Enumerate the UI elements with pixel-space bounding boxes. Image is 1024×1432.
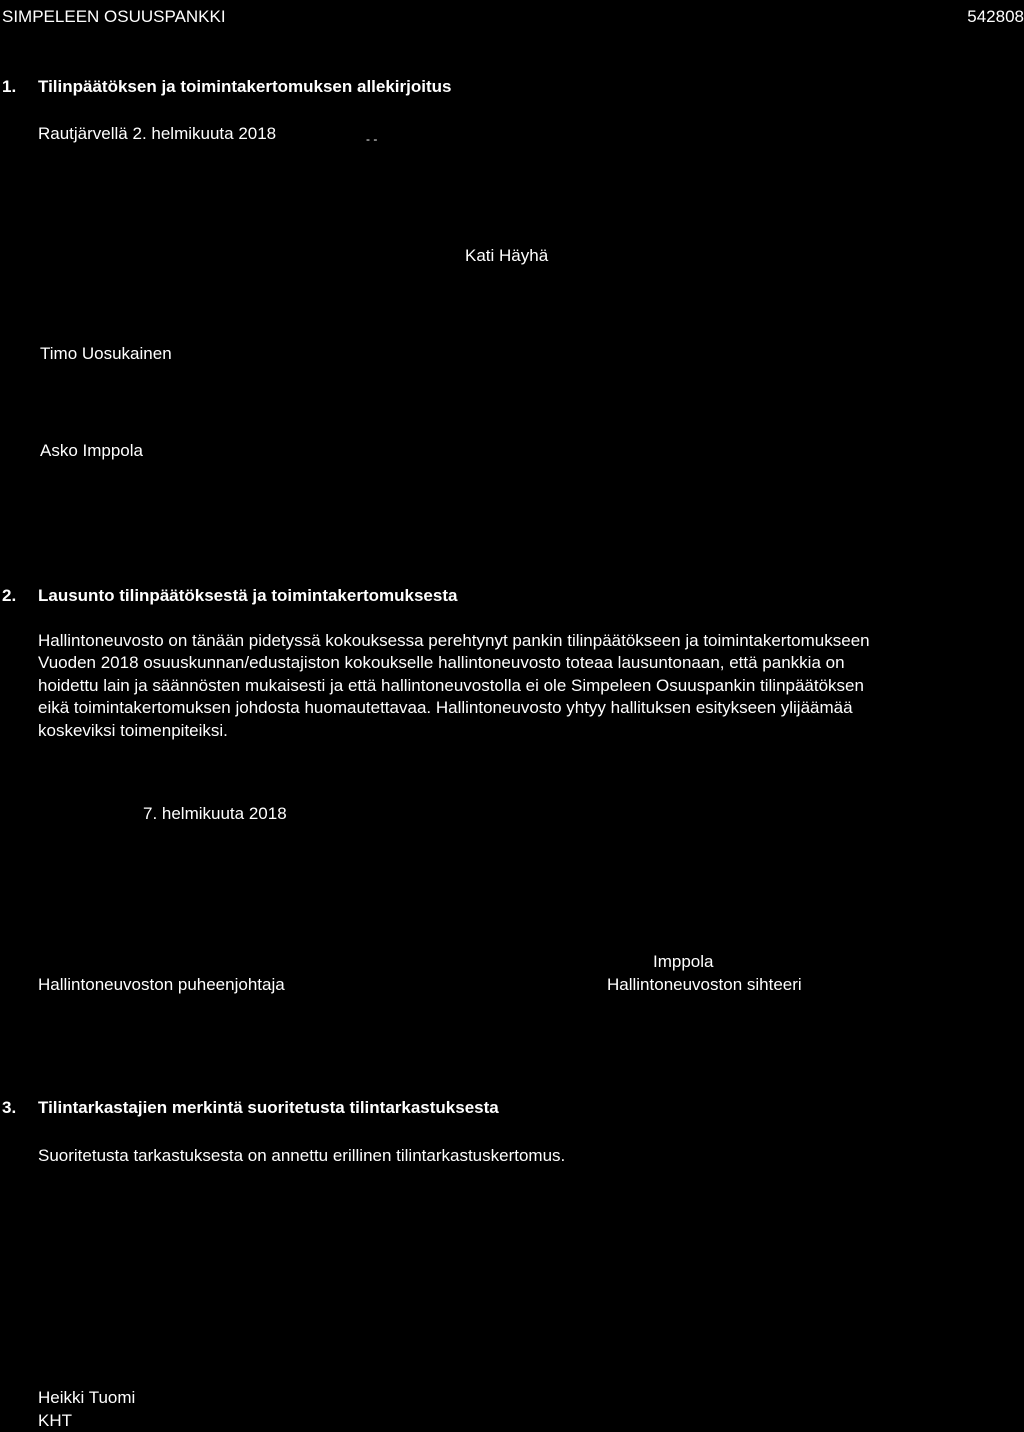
paragraph-line: hoidettu lain ja säännösten mukaisesti ja että hallintoneuvostolla ei ole Simpeleen Osuuspankin tilinpäätöksen bbox=[38, 675, 864, 695]
signatory-name: Timo Uosukainen bbox=[40, 344, 172, 363]
auditor-name: Heikki Tuomi bbox=[38, 1388, 136, 1407]
document-number: 542808 bbox=[967, 7, 1024, 26]
auditor-title: KHT bbox=[38, 1411, 72, 1430]
section-1-number: 1. bbox=[2, 77, 17, 96]
section-2-paragraph bbox=[38, 630, 998, 742]
section-3-text: Suoritetusta tarkastuksesta on annettu erillinen tilintarkastuskertomus. bbox=[38, 1146, 566, 1165]
section-2-title: Lausunto tilinpäätöksestä ja toimintakertomuksesta bbox=[38, 586, 458, 605]
section-2-number: 2. bbox=[2, 586, 17, 605]
section-3-number: 3. bbox=[2, 1098, 17, 1117]
bank-name: SIMPELEEN OSUUSPANKKI bbox=[2, 7, 226, 26]
section-2-date: 7. helmikuuta 2018 bbox=[143, 804, 287, 823]
chair-title: Hallintoneuvoston puheenjohtaja bbox=[38, 975, 285, 994]
paragraph-line: Hallintoneuvosto on tänään pidetyssä kokouksessa perehtynyt pankin tilinpäätökseen ja toimintakertomukseen bbox=[38, 631, 870, 650]
section-1-place-date: Rautjärvellä 2. helmikuuta 2018 bbox=[38, 124, 277, 143]
section-1-title: Tilinpäätöksen ja toimintakertomuksen allekirjoitus bbox=[38, 77, 452, 96]
secretary-name: Imppola bbox=[653, 952, 714, 971]
paragraph-line: Vuoden 2018 osuuskunnan/edustajiston kokoukselle hallintoneuvosto toteaa lausuntonaan, että pankkia on bbox=[38, 653, 845, 673]
signatory-name: Asko Imppola bbox=[40, 441, 143, 460]
secretary-title: Hallintoneuvoston sihteeri bbox=[607, 975, 802, 994]
paragraph-line: eikä toimintakertomuksen johdosta huomautettavaa. Hallintoneuvosto yhtyy hallituksen esitykseen ylijäämää bbox=[38, 698, 853, 718]
section-3-title: Tilintarkastajien merkintä suoritetusta tilintarkastuksesta bbox=[38, 1098, 499, 1117]
signatory-name: Kati Häyhä bbox=[465, 246, 549, 265]
signature-mark: - - bbox=[366, 132, 378, 146]
paragraph-line: koskeviksi toimenpiteiksi. bbox=[38, 720, 228, 740]
